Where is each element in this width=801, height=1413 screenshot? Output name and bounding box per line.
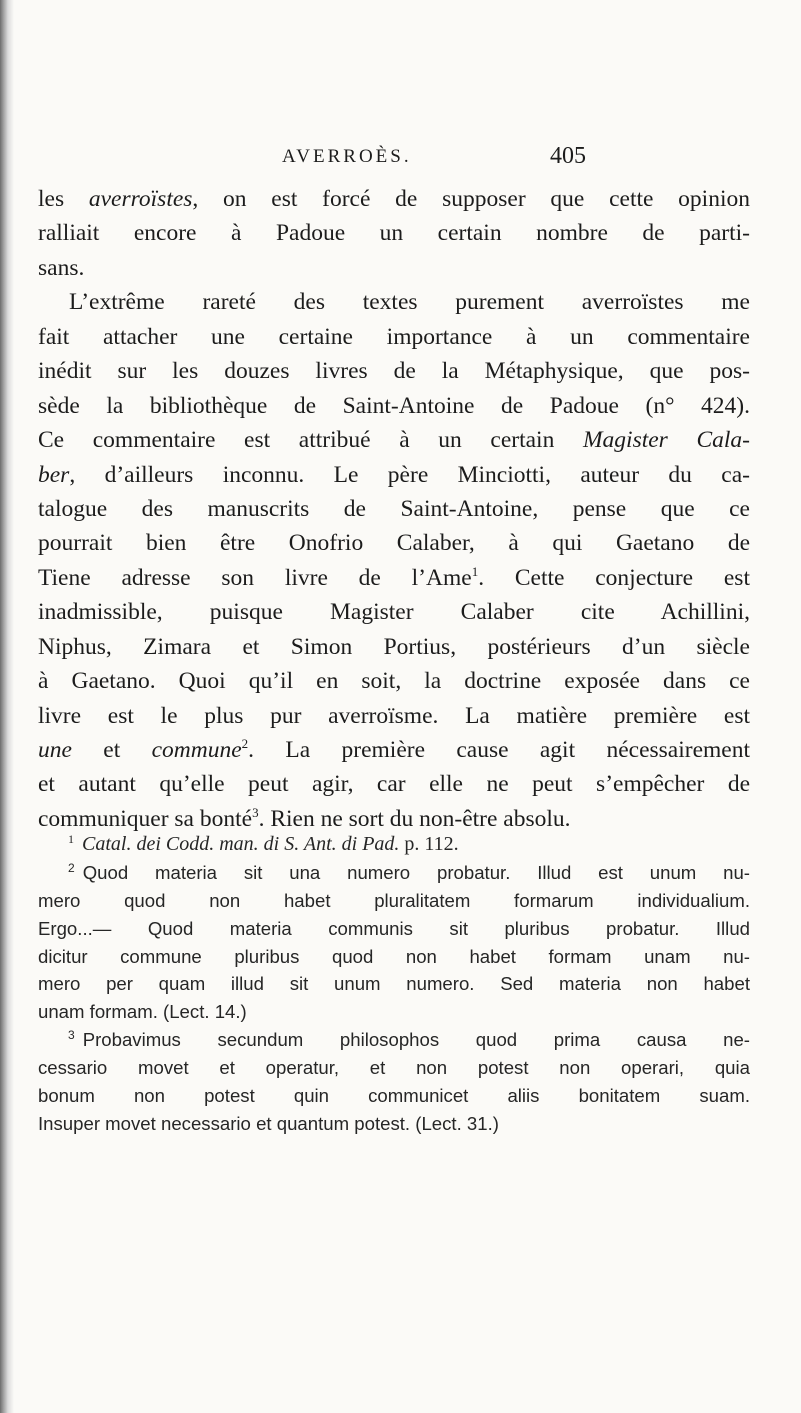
body-line (38, 216, 750, 250)
text-run: ralliait encore à Padoue un certain nombre de parti- (38, 220, 750, 247)
body-line (38, 251, 750, 285)
text-run: et (71, 737, 152, 763)
text-run: cessario movet et operatur, et non potest non operari, quia (38, 1057, 750, 1079)
text-run: et autant qu’elle peut agir, car elle ne peut s’empêcher de (38, 771, 750, 798)
text-run: sède la bibliothèque de Saint-Antoine de Padoue (n° 424). (38, 392, 750, 419)
text-run: . Rien ne sort du non-être absolu. (258, 805, 571, 832)
text-run: unam formam. (Lect. 14.) (38, 1001, 247, 1023)
body-text (38, 182, 750, 836)
body-line (38, 320, 750, 354)
text-run: Tiene adresse son livre de l’Ame (38, 564, 472, 591)
body-line (38, 526, 750, 560)
body-line (38, 458, 750, 492)
footnote-number: 1 (68, 832, 74, 846)
footnote-line (38, 1026, 750, 1054)
body-line (38, 492, 750, 526)
binding-shadow (0, 0, 14, 1413)
running-head (270, 143, 590, 176)
text-run: Ce commentaire est attribué à un certain (38, 427, 583, 454)
text-run: inadmissible, puisque Magister Calaber cite Achillini, (38, 599, 750, 626)
footnote-line (38, 1110, 750, 1138)
body-line (38, 767, 750, 801)
text-run: Ergo...— Quod materia communis sit pluribus probatur. Illud (38, 917, 750, 939)
body-line (38, 595, 750, 629)
body-line (38, 561, 750, 595)
text-run: mero quod non habet pluralitatem formarum individualium. (38, 889, 750, 911)
italic-text: une (38, 737, 72, 763)
page-number: 405 (550, 143, 586, 169)
body-line (38, 423, 750, 457)
footnote-reference: 3 (252, 804, 259, 820)
text-run: les (38, 186, 89, 212)
text-run: pourrait bien être Onofrio Calaber, à qui Gaetano de (38, 530, 750, 557)
footnote-reference: 2 (241, 736, 249, 751)
text-run: . La première cause agit nécessairement (248, 737, 750, 763)
footnote-line (38, 970, 750, 998)
body-line (38, 664, 750, 698)
footnote-line (38, 998, 750, 1026)
text-run: p. 112. (399, 833, 459, 855)
footnote-number: 2 (68, 860, 75, 875)
text-run: Quod materia sit una numero probatur. Illud est unum nu- (82, 861, 750, 883)
text-run: talogue des manuscrits de Saint-Antoine, pense que ce (38, 495, 750, 522)
text-run: fait attacher une certaine importance à un commentaire (38, 323, 750, 350)
text-run: bonum non potest quin communicet aliis bonitatem suam. (38, 1085, 750, 1107)
text-run: . Cette conjecture est (478, 564, 750, 591)
body-line (38, 733, 750, 767)
text-run: , d’ailleurs inconnu. Le père Minciotti, auteur du ca- (69, 461, 750, 488)
footnote-line (38, 831, 750, 859)
italic-text: Catal. dei Codd. man. di S. Ant. di Pad. (82, 833, 400, 855)
text-run: , on est forcé de supposer que cette opinion (192, 186, 750, 212)
body-line (38, 285, 750, 319)
italic-text: commune (151, 737, 242, 763)
text-run: mero per quam illud sit unum numero. Sed materia non habet (38, 973, 750, 995)
footnote-line (38, 1082, 750, 1110)
text-run: livre est le plus pur averroïsme. La matière première est (38, 702, 750, 729)
text-run: sans. (38, 254, 85, 281)
footnote-line (38, 915, 750, 943)
text-run: communiquer sa bonté (38, 805, 253, 832)
italic-text: averroïstes (88, 186, 193, 212)
text-run: à Gaetano. Quoi qu’il en soit, la doctrine exposée dans ce (38, 668, 750, 695)
footnotes (38, 831, 750, 1138)
body-line (38, 699, 750, 733)
footnote-line (38, 859, 750, 887)
text-run: Insuper movet necessario et quantum potest. (Lect. 31.) (38, 1112, 499, 1134)
text-run: Niphus, Zimara et Simon Portius, postérieurs d’un siècle (38, 633, 750, 660)
body-line (38, 389, 750, 423)
running-title: AVERROÈS. (282, 146, 412, 167)
text-run: inédit sur les douzes livres de la Métaphysique, que pos- (38, 358, 750, 385)
italic-text: Magister Cala- (582, 427, 750, 454)
footnote-line (38, 887, 750, 915)
italic-text: ber (38, 461, 70, 488)
text-run: dicitur commune pluribus quod non habet formam unam nu- (38, 945, 750, 967)
body-line (38, 182, 750, 216)
footnote-line (38, 943, 750, 971)
footnote-number: 3 (68, 1028, 75, 1043)
footnote-reference: 1 (471, 563, 479, 579)
body-line (38, 354, 750, 388)
text-run: L’extrême rareté des textes purement averroïstes me (69, 289, 750, 316)
body-line (38, 630, 750, 664)
text-run: Probavimus secundum philosophos quod prima causa ne- (82, 1029, 750, 1051)
footnote-line (38, 1054, 750, 1082)
